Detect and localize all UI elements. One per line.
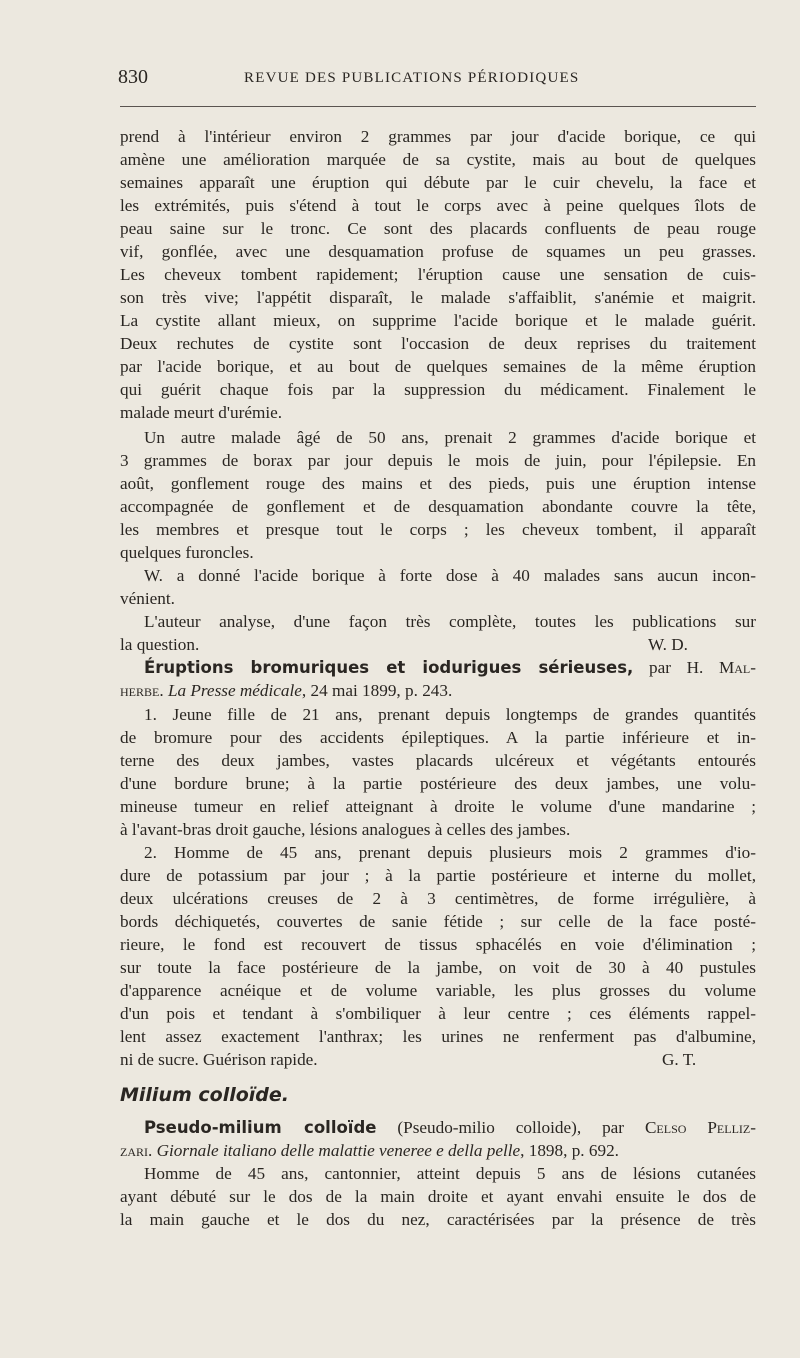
text-line: qui guérit chaque fois par la suppression du médicament. Finalement le <box>120 380 756 399</box>
page-number: 830 <box>118 66 148 88</box>
text-line: vif, gonflée, avec une desquamation profuse de squames un peu grasses. <box>120 242 756 261</box>
text-line: les membres et presque tout le corps ; les cheveux tombent, il apparaît <box>120 520 756 539</box>
text-line: août, gonflement rouge des mains et des pieds, puis une éruption intense <box>120 474 756 493</box>
article-by: par H. <box>633 658 719 677</box>
article-author-cont: herbe <box>120 681 160 700</box>
text-line: Un autre malade âgé de 50 ans, prenait 2 grammes d'acide borique et <box>144 428 756 447</box>
text-line: mineuse tumeur en relief atteignant à droite le volume d'une mandarine ; <box>120 797 756 816</box>
article-citation <box>120 1139 756 1163</box>
text-line: accompagnée de gonflement et de desquamation abondante couvre la tête, <box>120 497 756 516</box>
text-line: semaines apparaît une éruption qui débute par le cuir chevelu, la face et <box>120 173 756 192</box>
header-rule <box>120 106 756 107</box>
section-heading: Milium colloïde. <box>120 1084 289 1106</box>
article-heading <box>120 1116 756 1140</box>
text-line: prend à l'intérieur environ 2 grammes par jour d'acide borique, ce qui <box>120 127 756 146</box>
text-line: Deux rechutes de cystite sont l'occasion de deux reprises du traitement <box>120 334 756 353</box>
article-subtitle: (Pseudo-milio colloide), par <box>376 1118 645 1137</box>
text-line: 3 grammes de borax par jour depuis le mois de juin, pour l'épilepsie. En <box>120 451 756 470</box>
article-title: Éruptions bromuriques et iodurigues sérieuses, <box>144 658 634 677</box>
text-line: Les cheveux tombent rapidement; l'éruption cause une sensation de cuis- <box>120 265 756 284</box>
page-header <box>118 66 756 96</box>
text-line: peau saine sur le tronc. Ce sont des placards confluents de peau rouge <box>120 219 756 238</box>
text-line: la main gauche et le dos du nez, caractérisées par la présence de très <box>120 1210 756 1229</box>
text-line: La cystite allant mieux, on supprime l'acide borique et le malade guérit. <box>120 311 756 330</box>
text-line: d'une bordure brune; à la partie postérieure des deux jambes, une volu- <box>120 774 756 793</box>
text-line: Homme de 45 ans, cantonnier, atteint depuis 5 ans de lésions cutanées <box>144 1164 756 1183</box>
article-author: Celso Pelliz- <box>644 1118 756 1137</box>
running-title: REVUE DES PUBLICATIONS PÉRIODIQUES <box>244 70 580 86</box>
text-line: la question. <box>120 635 200 654</box>
text-line: d'un pois et tendant à s'ombiliquer à leur centre ; ces éléments rappel- <box>120 1004 756 1023</box>
text-line: par l'acide borique, et au bout de quelques semaines de la même éruption <box>120 357 756 376</box>
text-line: les extrémités, puis s'étend à tout le corps avec à peine quelques îlots de <box>120 196 756 215</box>
text-line: W. a donné l'acide borique à forte dose à 40 malades sans aucun incon- <box>144 566 756 585</box>
text-line: bords déchiquetés, couvertes de sanie fétide ; sur celle de la face posté- <box>120 912 756 931</box>
text-line: ni de sucre. Guérison rapide. <box>120 1050 318 1069</box>
journal-name: Giornale italiano delle malattie veneree e della pelle <box>156 1141 521 1160</box>
text-line: quelques furoncles. <box>120 543 254 562</box>
article-title: Pseudo-milium colloïde <box>144 1118 377 1137</box>
text-line: son très vive; l'appétit disparaît, le malade s'affaiblit, s'anémie et maigrit. <box>120 288 756 307</box>
journal-name: La Presse médicale <box>167 681 302 700</box>
article-date: , 24 mai 1899, p. 243. <box>301 681 453 700</box>
text-line: dure de potassium par jour ; à la partie postérieure et interne du mollet, <box>120 866 756 885</box>
article-citation <box>120 679 756 703</box>
text-line: ayant débuté sur le dos de la main droite et ayant envahi ensuite le dos de <box>120 1187 756 1206</box>
text-line: d'apparence acnéique et de volume variable, les plus grosses du volume <box>120 981 756 1000</box>
text-line: terne des deux jambes, vastes placards ulcéreux et végétants entourés <box>120 751 756 770</box>
article-author-cont: zari <box>120 1141 148 1160</box>
text-line: deux ulcérations creuses de 2 à 3 centimètres, de forme irrégulière, à <box>120 889 756 908</box>
text-line: amène une amélioration marquée de sa cystite, mais au bout de quelques <box>120 150 756 169</box>
author-signature: G. T. <box>662 1050 697 1069</box>
text-line: vénient. <box>120 589 175 608</box>
article-heading <box>120 656 756 680</box>
text-line: sur toute la face postérieure de la jambe, on voit de 30 à 40 pustules <box>120 958 756 977</box>
article-sep: . <box>159 681 168 700</box>
text-line: L'auteur analyse, d'une façon très complète, toutes les publications sur <box>144 612 756 631</box>
text-line: lent assez exactement l'anthrax; les urines ne renferment pas d'albumine, <box>120 1027 756 1046</box>
text-line: 1. Jeune fille de 21 ans, prenant depuis longtemps de grandes quantités <box>144 705 756 724</box>
article-author: Mal- <box>718 658 756 677</box>
article-sep: . <box>148 1141 157 1160</box>
text-line: à l'avant-bras droit gauche, lésions analogues à celles des jambes. <box>120 820 571 839</box>
text-line: rieure, le fond est recouvert de tissus sphacélés en voie d'élimination ; <box>120 935 756 954</box>
article-date: , 1898, p. 692. <box>520 1141 619 1160</box>
author-signature: W. D. <box>648 635 688 654</box>
text-line: de bromure pour des accidents épileptiques. A la partie inférieure et in- <box>120 728 756 747</box>
text-line: 2. Homme de 45 ans, prenant depuis plusieurs mois 2 grammes d'io- <box>144 843 756 862</box>
text-line: malade meurt d'urémie. <box>120 403 283 422</box>
